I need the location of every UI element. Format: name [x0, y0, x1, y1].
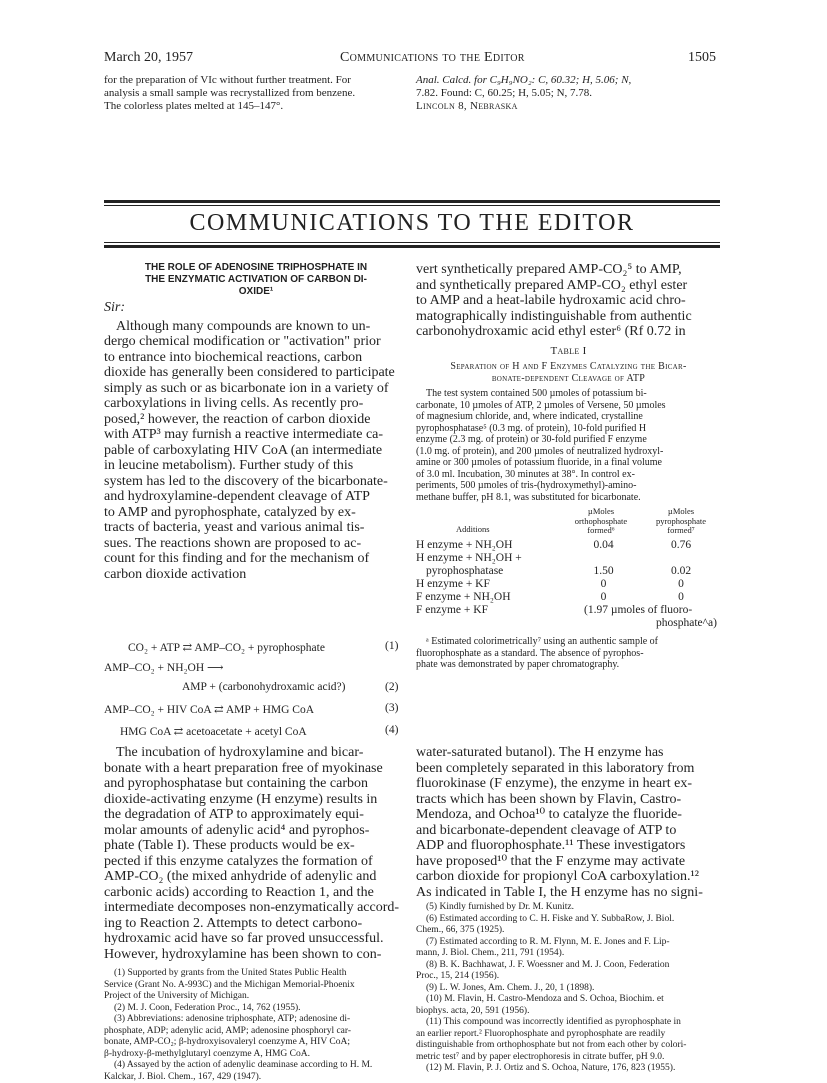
footnote-line: (9) L. W. Jones, Am. Chem. J., 20, 1 (1898).: [416, 983, 721, 995]
footnote-line: Project of the University of Michigan.: [104, 991, 408, 1003]
equation-1: CO₂ + ATP ⇄ AMP–CO₂ + pyrophosphate: [128, 640, 325, 654]
footnote-line: β-hydroxy-β-methylglutaryl coenzyme A, HMG CoA.: [104, 1049, 408, 1061]
text-line: analysis a small sample was recrystallized from benzene.: [104, 87, 409, 100]
header-page-number: 1505: [688, 50, 716, 66]
footnote-line: Chem., 66, 375 (1925).: [416, 925, 721, 937]
caption-line: Separation of H and F Enzymes Catalyzing the Bicar-: [416, 361, 721, 373]
equation-2a: AMP–CO₂ + NH₂OH ⟶: [104, 660, 224, 674]
footnote-line: biophys. acta, 20, 591 (1956).: [416, 1006, 721, 1018]
text-line: tracts which has been shown by Flavin, Castro-: [416, 792, 721, 808]
text-line: Anal. Calcd. for C₉H₉NO₂: C, 60.32; H, 5.06; N,: [416, 74, 721, 87]
footnote-line: (11) This compound was incorrectly identified as pyrophosphate in: [416, 1017, 721, 1029]
text-line: As indicated in Table I, the H enzyme has no signi-: [416, 885, 721, 901]
footnote-line: Kalckar, J. Biol. Chem., 167, 429 (1947).: [104, 1072, 408, 1083]
title-line: OXIDE¹: [104, 286, 408, 298]
text-line: carbonohydroxamic acid ethyl ester⁶ (Rf 0.72 in: [416, 324, 721, 340]
paragraph-2: [104, 745, 408, 962]
text-line: carbon dioxide for propionyl CoA carboxylation.¹²: [416, 869, 721, 885]
text-line: have proposed¹⁰ that the F enzyme may activate: [416, 854, 721, 870]
text-line: simply as such or as bicarbonate ion in a variety of: [104, 381, 408, 397]
right-paragraph-1: [416, 262, 721, 340]
desc-line: pyrophosphatase⁵ (0.3 mg. of protein), 10-fold purified H: [416, 423, 721, 435]
top-right-text: [416, 74, 721, 113]
table-row: H enzyme + KF 0 0: [416, 578, 721, 591]
desc-line: The test system contained 500 µmoles of potassium bi-: [416, 388, 721, 400]
text-line: and bicarbonate-dependent cleavage of ATP to: [416, 823, 721, 839]
text-line: fluorokinase (F enzyme), the enzyme in heart ex-: [416, 776, 721, 792]
desc-line: amine or 300 µmoles of potassium fluoride, in a final volume: [416, 457, 721, 469]
text-line: molar amounts of adenylic acid⁴ and pyrophos-: [104, 823, 408, 839]
caption-line: bonate-dependent Cleavage of ATP: [416, 373, 721, 385]
col-header-orthophosphate: µMoles orthophosphate formed⁶: [566, 507, 636, 536]
table-description: [416, 388, 721, 503]
text-line: pable of carboxylating HIV CoA (an intermediate: [104, 443, 408, 459]
footnote-line: an earlier report.² Fluorophosphate and pyrophosphate are readily: [416, 1029, 721, 1041]
paragraph-1: [104, 319, 408, 583]
footnote-line: (6) Estimated according to C. H. Fiske and Y. SubbaRow, J. Biol.: [416, 914, 721, 926]
footnote-line: Service (Grant No. A-993C) and the Michigan Memorial-Phoenix: [104, 980, 408, 992]
text-line: pected if this enzyme catalyzes the formation of: [104, 854, 408, 870]
text-line: to AMP and pyrophosphate, catalyzed by ex-: [104, 505, 408, 521]
text-line: dergo chemical modification or "activation" prior: [104, 334, 408, 350]
text-line: The incubation of hydroxylamine and bicar-: [104, 745, 408, 761]
desc-line: of 3.0 ml. Incubation, 30 minutes at 38°. In control ex-: [416, 469, 721, 481]
salutation: Sir:: [104, 300, 408, 316]
table-footnote-line: fluorophosphate as a standard. The absence of pyrophos-: [416, 648, 721, 660]
footnote-line: (5) Kindly furnished by Dr. M. Kunitz.: [416, 902, 721, 914]
text-line: and synthetically prepared AMP-CO₂ ethyl ester: [416, 278, 721, 294]
text-line: and hydroxylamine-dependent cleavage of ATP: [104, 489, 408, 505]
text-line: the degradation of ATP to approximately equi-: [104, 807, 408, 823]
text-line: 7.82. Found: C, 60.25; H, 5.05; N, 7.78.: [416, 87, 721, 100]
left-column: [104, 262, 408, 582]
top-left-text: [104, 74, 409, 113]
title-line: THE ROLE OF ADENOSINE TRIPHOSPHATE IN: [104, 262, 408, 274]
table-footnote: [416, 636, 721, 671]
table-footnote-line: phate was demonstrated by paper chromatography.: [416, 659, 721, 671]
desc-line: methane buffer, pH 8.1, was substituted for bicarbonate.: [416, 492, 721, 504]
footnote-line: (10) M. Flavin, H. Castro-Mendoza and S. Ochoa, Biochim. et: [416, 994, 721, 1006]
text-line: dioxide-activating enzyme (H enzyme) results in: [104, 792, 408, 808]
text-line: ADP and fluorophosphate.¹¹ These investigators: [416, 838, 721, 854]
text-line: Although many compounds are known to un-: [104, 319, 408, 335]
data-table: [416, 539, 721, 630]
bottom-thick-rule: [104, 245, 720, 248]
table-footnote-line: ᵃ Estimated colorimetrically⁷ using an authentic sample of: [416, 636, 721, 648]
text-line: for the preparation of VIc without further treatment. For: [104, 74, 409, 87]
text-line: and pyrophosphatase but containing the carbon: [104, 776, 408, 792]
footnote-line: (4) Assayed by the action of adenylic deaminase according to H. M.: [104, 1060, 408, 1072]
text-line: system has led to the discovery of the bicarbonate-: [104, 474, 408, 490]
table-row: H enzyme + NH₂OH +: [416, 552, 721, 565]
footnote-line: Proc., 15, 214 (1956).: [416, 971, 721, 983]
text-line: The colorless plates melted at 145–147°.: [104, 100, 409, 113]
text-line: carboxylations in living cells. As recently pro-: [104, 396, 408, 412]
footnote-line: (12) M. Flavin, P. J. Ortiz and S. Ochoa, Nature, 176, 823 (1955).: [416, 1063, 721, 1075]
equation-3-number: (3): [385, 702, 398, 714]
equation-4: HMG CoA ⇄ acetoacetate + acetyl CoA: [120, 724, 307, 738]
top-thick-rule: [104, 200, 720, 203]
text-line: Lincoln 8, Nebraska: [416, 100, 721, 113]
text-line: sues. The reactions shown are proposed to ac-: [104, 536, 408, 552]
footnotes-left: [104, 968, 408, 1083]
footnote-line: (3) Abbreviations: adenosine triphosphate, ATP; adenosine di-: [104, 1014, 408, 1026]
table-1: [416, 345, 721, 671]
text-line: intermediate decomposes non-enzymatically accord-: [104, 900, 408, 916]
footnote-line: (8) B. K. Bachhawat, J. F. Woessner and M. J. Coon, Federation: [416, 960, 721, 972]
bottom-thin-rule: [104, 242, 720, 243]
text-line: posed,² however, the reaction of carbon dioxide: [104, 412, 408, 428]
footnote-line: distinguishable from orthophosphate but not from each other by colori-: [416, 1040, 721, 1052]
table-label: Table I: [416, 345, 721, 357]
title-line: THE ENZYMATIC ACTIVATION OF CARBON DI-: [104, 274, 408, 286]
desc-line: enzyme (2.3 mg. of protein) or 30-fold purified F enzyme: [416, 434, 721, 446]
footnote-line: phosphate, ADP; adenylic acid, AMP; adenosine phosphoryl car-: [104, 1026, 408, 1038]
text-line: hydroxamic acid have so far proved unsuccessful.: [104, 931, 408, 947]
table-header: [416, 507, 721, 539]
desc-line: (1.0 mg. of protein), and 200 µmoles of neutralized hydroxyl-: [416, 446, 721, 458]
footnote-line: (2) M. J. Coon, Federation Proc., 14, 762 (1955).: [104, 1003, 408, 1015]
text-line: water-saturated butanol). The H enzyme has: [416, 745, 721, 761]
text-line: AMP-CO₂ (the mixed anhydride of adenylic and: [104, 869, 408, 885]
text-line: carbonic acids) according to Reaction 1, and the: [104, 885, 408, 901]
text-line: to AMP and a heat-labile hydroxamic acid chro-: [416, 293, 721, 309]
text-line: carbon dioxide activation: [104, 567, 408, 583]
article-title: [104, 262, 408, 298]
table-row: H enzyme + NH₂OH 0.04 0.76: [416, 539, 721, 552]
equation-3: AMP–CO₂ + HIV CoA ⇄ AMP + HMG CoA: [104, 702, 314, 716]
section-title: COMMUNICATIONS TO THE EDITOR: [104, 210, 720, 237]
col-header-pyrophosphate: µMoles pyrophosphate formed⁷: [644, 507, 718, 536]
text-line: tracts of bacteria, yeast and various animal tis-: [104, 520, 408, 536]
text-line: to entrance into biochemical reactions, carbon: [104, 350, 408, 366]
right-paragraph-2: [416, 745, 721, 900]
text-line: However, hydroxylamine has been shown to con-: [104, 947, 408, 963]
text-line: vert synthetically prepared AMP-CO₂⁵ to AMP,: [416, 262, 721, 278]
text-line: Mendoza, and Ochoa¹⁰ to catalyze the fluoride-: [416, 807, 721, 823]
desc-line: periments, 500 µmoles of tris-(hydroxymethyl)-amino-: [416, 480, 721, 492]
footnote-line: mann, J. Biol. Chem., 211, 791 (1954).: [416, 948, 721, 960]
table-row: F enzyme + NH₂OH 0 0: [416, 591, 721, 604]
text-line: in leucine metabolism). Further study of this: [104, 458, 408, 474]
text-line: bonate with a heart preparation free of myokinase: [104, 761, 408, 777]
equation-2-number: (2): [385, 681, 398, 693]
equation-1-number: (1): [385, 640, 398, 652]
text-line: with ATP³ may furnish a reactive intermediate ca-: [104, 427, 408, 443]
equation-2b: AMP + (carbonohydroxamic acid?): [182, 681, 346, 693]
footnotes-right: [416, 902, 721, 1075]
footnote-line: (7) Estimated according to R. M. Flynn, M. E. Jones and F. Lip-: [416, 937, 721, 949]
text-line: count for this finding and for the mechanism of: [104, 551, 408, 567]
footnote-line: bonate, AMP-CO₂; β-hydroxyisovaleryl coenzyme A, HIV CoA;: [104, 1037, 408, 1049]
footnote-line: metric test⁷ and by paper electrophoresis in citrate buffer, pH 9.0.: [416, 1052, 721, 1064]
text-line: phate (Table I). These products would be ex-: [104, 838, 408, 854]
header-title: Communications to the Editor: [340, 50, 525, 66]
table-caption: [416, 361, 721, 385]
text-line: been completely separated in this laboratory from: [416, 761, 721, 777]
desc-line: carbonate, 10 µmoles of ATP, 2 µmoles of Versene, 50 µmoles: [416, 400, 721, 412]
table-row: phosphate^a): [416, 617, 721, 630]
header-date: March 20, 1957: [104, 50, 193, 66]
desc-line: of magnesium chloride, and, where indicated, crystalline: [416, 411, 721, 423]
top-thin-rule: [104, 205, 720, 206]
text-line: dioxide has generally been considered to participate: [104, 365, 408, 381]
table-row: F enzyme + KF (1.97 µmoles of fluoro-: [416, 604, 721, 617]
table-row: pyrophosphatase 1.50 0.02: [416, 565, 721, 578]
text-line: ing to Reaction 2. Attempts to detect carbono-: [104, 916, 408, 932]
text-line: matographically indistinguishable from authentic: [416, 309, 721, 325]
col-header-additions: Additions: [456, 525, 490, 535]
equation-4-number: (4): [385, 724, 398, 736]
footnote-line: (1) Supported by grants from the United States Public Health: [104, 968, 408, 980]
